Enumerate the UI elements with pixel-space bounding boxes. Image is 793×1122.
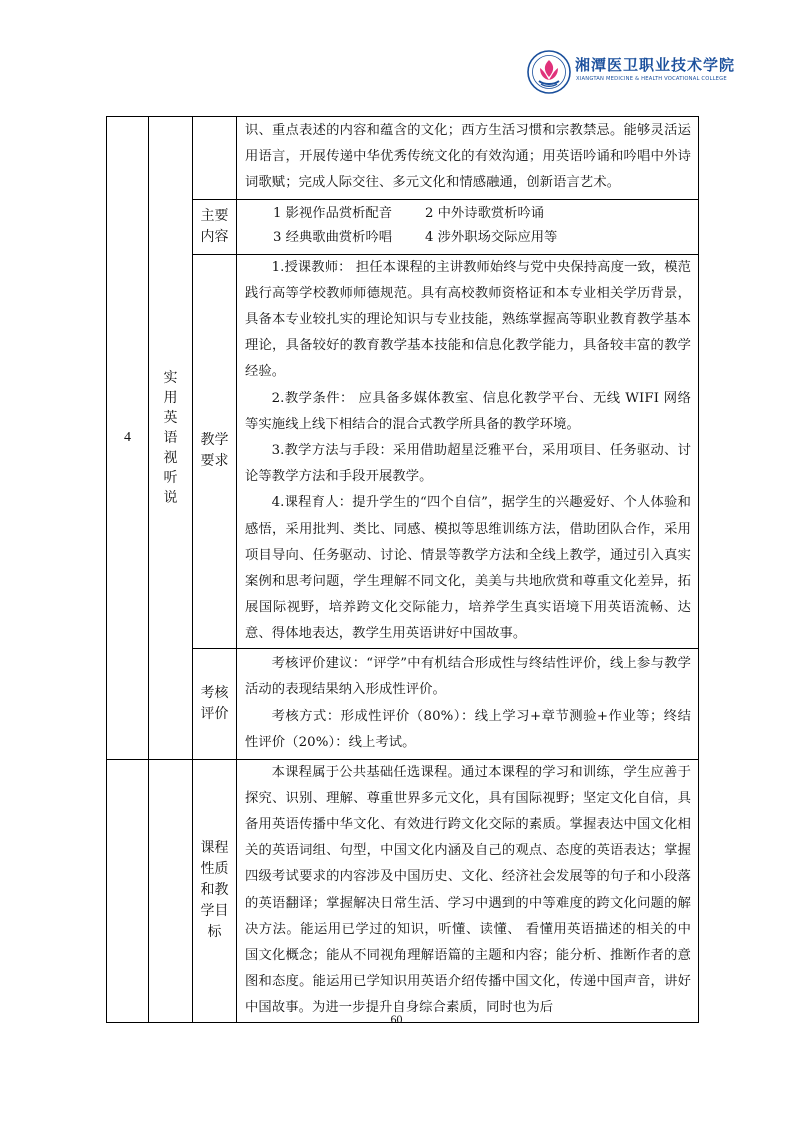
college-logo xyxy=(527,50,736,98)
college-emblem-icon xyxy=(527,50,571,94)
course-name-cell xyxy=(149,117,193,760)
goals-label-cell xyxy=(193,117,237,200)
paragraph: 考核评价建议：“评学”中有机结合形成性与终结性评价，线上参与教学活动的表现结果纳入形成性评价。 xyxy=(245,656,691,698)
logo-name: 湘潭医卫职业技术学院 xyxy=(575,56,736,74)
assessment-label-cell xyxy=(193,648,237,759)
list-item: 3 经典歌曲赏析吟唱 xyxy=(273,230,393,246)
assessment-label: 考核评价 xyxy=(200,684,229,722)
goals-text: 识、重点表述的内容和蕴含的文化；西方生活习惯和宗教禁忌。能够灵活运用语言，开展传递中华优秀传统文化的有效沟通；用英语吟诵和吟唱中外诗词歌赋；完成人际交往、多元文化和情感融通，创新语言艺术。 xyxy=(245,123,691,191)
nature-text: 本课程属于公共基础任选课程。通过本课程的学习和训练，学生应善于探究、识别、理解、尊重世界多元文化，具有国际视野；坚定文化自信，具备用英语传播中华文化、有效进行跨文化交际的素质。掌握表达中国文化相关的英语词组、句型，中国文化内涵及自己的观点、态度的英语表达；掌握四级考试要求的内容涉及中国历史、文化、经济社会发展等的句子和小段落的英语翻译；掌握解决日常生活、学习中遇到的中等难度的跨文化问题的解决方法。能运用已学过的知识，听懂、读懂、 看懂用英语描述的相关的中国文化概念；能从不同视角理解语篇的主题和内容；能分析、推断作者的意图和态度。能运用已学知识用英语介绍传播中国文化，传递中国声音，讲好中国故事。为进一步提升自身综合素质，同时也为后 xyxy=(245,764,691,1016)
course-name: 实用英语视听说 xyxy=(163,369,178,506)
logo-english-name: XIANGTAN MEDICINE & HEALTH VOCATIONAL COLLEGE xyxy=(576,76,727,82)
table-row xyxy=(107,648,699,759)
teaching-requirements xyxy=(237,255,698,648)
goals-cell xyxy=(237,117,699,200)
assessment-cell xyxy=(237,648,699,759)
paragraph: 3.教学方法与手段：采用借助超星泛雅平台，采用项目、任务驱动、讨论等教学方法和手段开展教学。 xyxy=(245,443,691,485)
paragraph: 考核方式：形成性评价（80%）：线上学习+章节测验+作业等；终结性评价（20%）：线上考试。 xyxy=(245,708,691,750)
table-row xyxy=(107,759,699,1022)
paragraph: 2.教学条件： 应具备多媒体教室、信息化教学平台、无线 WIFI 网络等实施线上线下相结合的混合式教学所具备的教学环境。 xyxy=(245,390,691,432)
main-content-cell xyxy=(237,199,699,254)
teaching-cell xyxy=(237,254,699,648)
nature-label-cell xyxy=(193,759,237,1022)
main-content-label-cell xyxy=(193,199,237,254)
list-item: 1 影视作品赏析配音 xyxy=(273,206,393,222)
main-content-list xyxy=(237,200,698,253)
list-item: 4 涉外职场交际应用等 xyxy=(425,230,558,246)
paragraph: 4.课程育人：提升学生的“四个自信”，据学生的兴趣爱好、个人体验和感悟，采用批判、类比、同感、模拟等思维训练方法，借助团队合作，采用项目导向、任务驱动、讨论、情景等教学方法和全线上教学，通过引入真实案例和思考问题，学生理解不同文化，美美与共地欣赏和尊重文化差异，拓展国际视野，培养跨文化交际能力，培养学生真实语境下用英语流畅、达意、得体地表达，教学生用英语讲好中国故事。 xyxy=(245,495,691,642)
main-content-label: 主要内容 xyxy=(200,207,229,245)
course-table xyxy=(106,116,699,1023)
empty-name-cell xyxy=(149,759,193,1022)
table-row xyxy=(107,199,699,254)
table-row xyxy=(107,254,699,648)
assessment-text xyxy=(237,651,698,756)
list-item: 2 中外诗歌赏析吟诵 xyxy=(425,206,545,222)
page-number: 60 xyxy=(390,1012,403,1026)
teaching-label-cell xyxy=(193,254,237,648)
paragraph: 1.授课教师： 担任本课程的主讲教师始终与党中央保持高度一致，模范践行高等学校教师师德规范。具有高校教师资格证和本专业相关学历背景，具备本专业较扎实的理论知识与专业技能，熟练掌握高等职业教育教学基本理论，具备较好的教育教学基本技能和信息化教学能力，具备较丰富的教学经验。 xyxy=(245,259,691,380)
table-row xyxy=(107,117,699,200)
teaching-label: 教学要求 xyxy=(200,432,229,470)
empty-number-cell xyxy=(107,759,149,1022)
course-number: 4 xyxy=(107,117,149,760)
nature-label: 课程性质和教学目标 xyxy=(200,840,229,941)
nature-cell xyxy=(237,759,699,1022)
